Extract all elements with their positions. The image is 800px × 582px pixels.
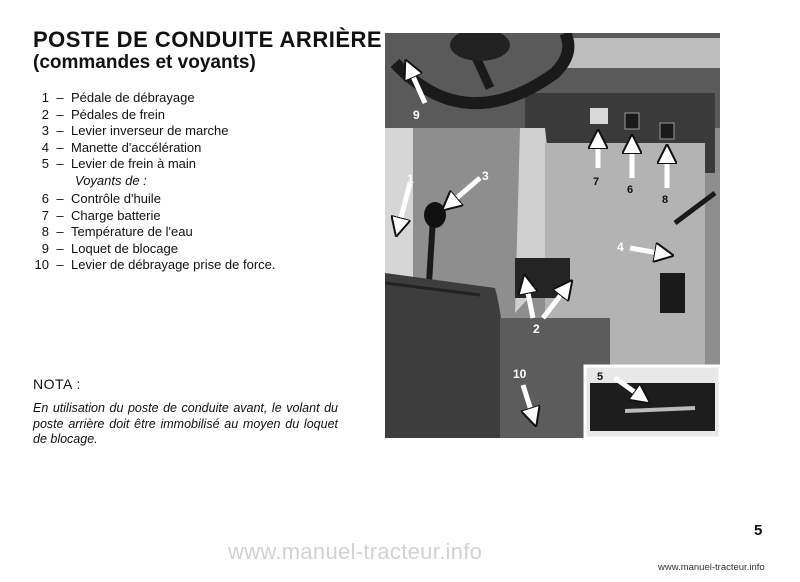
- legend-dash: –: [56, 139, 64, 155]
- page-title: POSTE DE CONDUITE ARRIÈRE: [33, 27, 383, 52]
- legend-num: 8: [41, 224, 49, 239]
- indicator-light-7: [590, 108, 608, 124]
- callout-2: 2: [533, 322, 540, 336]
- legend-item: [33, 191, 373, 208]
- legend-dash: –: [56, 207, 64, 223]
- cab-photo-illustration: [385, 33, 720, 438]
- legend-dash: –: [56, 224, 64, 239]
- legend-label: Contrôle d'huile: [71, 191, 161, 206]
- legend-label: Charge batterie: [71, 207, 161, 223]
- legend-item: [33, 224, 373, 241]
- callout-4: 4: [617, 240, 624, 254]
- legend-num: 5: [41, 156, 49, 171]
- legend-num: 9: [41, 240, 49, 256]
- legend-item: [33, 241, 373, 258]
- page-subtitle: (commandes et voyants): [33, 52, 256, 73]
- legend-item: [33, 107, 373, 124]
- legend-num: 6: [41, 191, 49, 206]
- nota-title: NOTA :: [33, 376, 81, 392]
- legend-label: Pédales de frein: [71, 106, 165, 122]
- indicator-light-8: [660, 123, 674, 139]
- callout-7: 7: [593, 176, 600, 188]
- legend-dash: –: [56, 123, 64, 138]
- legend-item: [33, 90, 373, 107]
- legend-label: Levier de débrayage prise de force.: [71, 257, 276, 272]
- legend-dash: –: [56, 191, 64, 206]
- legend-label: Levier inverseur de marche: [71, 123, 229, 138]
- page-number: 5: [754, 522, 763, 539]
- nota-text: En utilisation du poste de conduite avant, le volant du poste arrière doit être immobilisé au moyen du loquet de blocage.: [33, 401, 338, 446]
- seat: [385, 273, 504, 438]
- legend-num: 7: [41, 207, 49, 223]
- legend-item: [33, 123, 373, 140]
- callout-5: 5: [597, 371, 604, 383]
- legend-num: 2: [41, 106, 49, 122]
- windshield-strip: [565, 38, 720, 68]
- legend-item: [33, 156, 373, 173]
- legend-label: Levier de frein à main: [71, 156, 197, 171]
- legend-num: 1: [41, 90, 49, 105]
- callout-3: 3: [482, 169, 489, 183]
- legend-label: Température de l'eau: [71, 224, 193, 239]
- throttle-housing: [660, 273, 685, 313]
- legend-num: 3: [41, 123, 49, 138]
- legend-label: Pédale de débrayage: [71, 90, 195, 105]
- legend-label: Manette d'accélération: [71, 139, 202, 155]
- legend-dash: –: [56, 90, 64, 105]
- legend-num: 10: [34, 257, 49, 272]
- callout-6: 6: [627, 184, 634, 196]
- controls-legend: [33, 90, 373, 274]
- source-link[interactable]: www.manuel-tracteur.info: [658, 562, 765, 573]
- cab-photo: [385, 33, 720, 438]
- legend-item: [33, 140, 373, 157]
- watermark-text: www.manuel-tracteur.info: [228, 539, 483, 564]
- indicator-light-6: [625, 113, 639, 129]
- legend-dash: –: [56, 240, 64, 256]
- detail-inset-photo: [590, 383, 715, 431]
- voyants-heading: Voyants de :: [75, 172, 147, 188]
- legend-item: [33, 208, 373, 225]
- legend-dash: –: [56, 257, 64, 272]
- gear-lever-shaft: [429, 218, 433, 283]
- legend-dash: –: [56, 156, 64, 171]
- legend-num: 4: [41, 139, 49, 155]
- callout-1: 1: [407, 172, 414, 186]
- gear-lever-knob: [424, 202, 446, 228]
- callout-9: 9: [413, 108, 420, 122]
- callout-10: 10: [513, 367, 527, 381]
- callout-8: 8: [662, 194, 669, 206]
- legend-label: Loquet de blocage: [71, 240, 178, 256]
- legend-item: [33, 257, 373, 274]
- legend-dash: –: [56, 106, 64, 122]
